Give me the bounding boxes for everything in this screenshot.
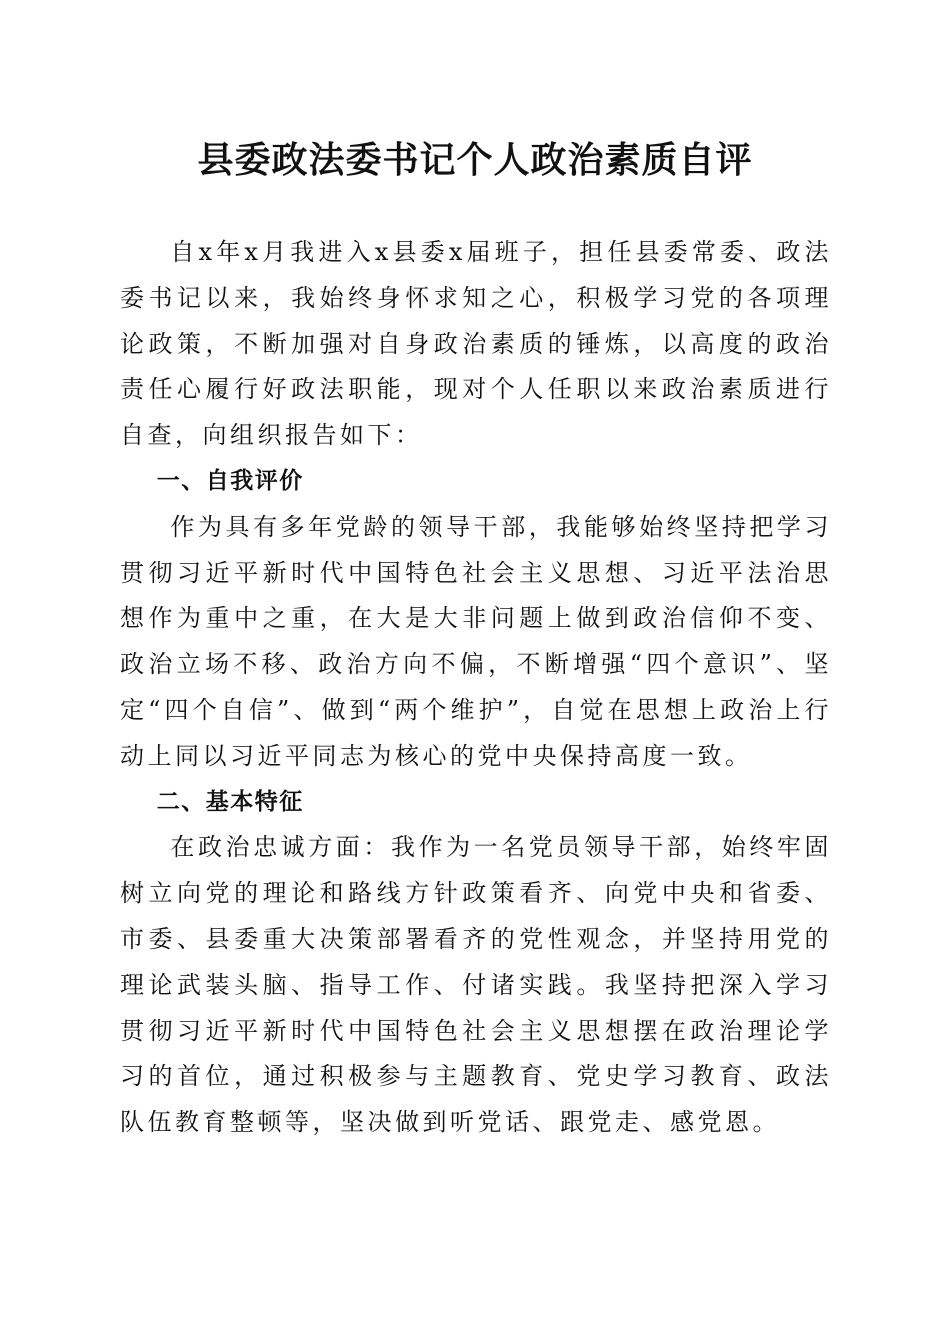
section-heading-basic-features: 二、基本特征: [156, 788, 304, 815]
section-paragraph-basic-features: 在政治忠诚方面：我作为一名党员领导干部，始终牢固树立向党的理论和路线方针政策看齐、向党中央和省委、市委、县委重大决策部署看齐的党性观念，并坚持用党的理论武装头脑、指导工作、付诸实践。我坚持把深入学习贯彻习近平新时代中国特色社会主义思想摆在政治理论学习的首位，通过积极参与主题教育、党史学习教育、政法队伍教育整顿等，坚决做到听党话、跟党走、感党恩。: [120, 833, 832, 1137]
document-title: 县委政法委书记个人政治素质自评: [197, 139, 753, 181]
section-heading-self-evaluation: 一、自我评价: [156, 467, 304, 494]
intro-paragraph: 自x年x月我进入x县委x届班子，担任县委常委、政法委书记以来，我始终身怀求知之心，积极学习党的各项理论政策，不断加强对自身政治素质的锤炼，以高度的政治责任心履行好政法职能，现对个人任职以来政治素质进行自查，向组织报告如下：: [120, 238, 832, 450]
section-paragraph-self-evaluation: 作为具有多年党龄的领导干部，我能够始终坚持把学习贯彻习近平新时代中国特色社会主义思想、习近平法治思想作为重中之重，在大是大非问题上做到政治信仰不变、政治立场不移、政治方向不偏，不断增强“四个意识”、坚定“四个自信”、做到“两个维护”，自觉在思想上政治上行动上同以习近平同志为核心的党中央保持高度一致。: [120, 512, 832, 770]
document-body: [120, 230, 832, 1146]
